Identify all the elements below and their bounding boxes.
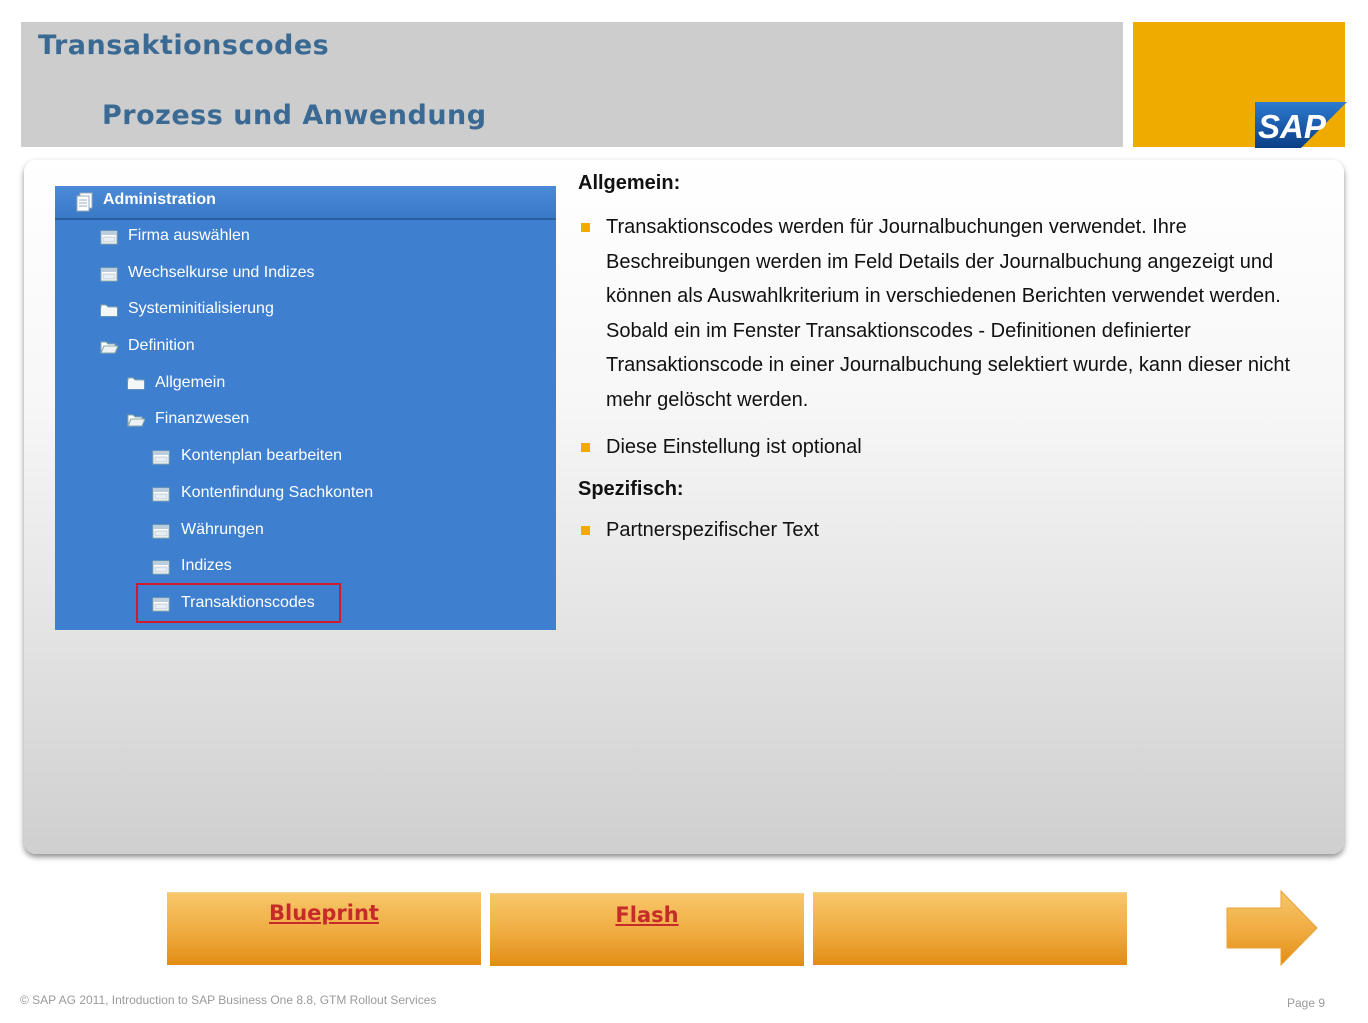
window-icon: [100, 230, 118, 245]
menu-item-label: Transaktionscodes: [181, 594, 315, 611]
folder-icon: [127, 375, 145, 390]
menu-item-label: Wechselkurse und Indizes: [128, 264, 315, 281]
bullet-square-icon: [581, 443, 590, 452]
folder-open-icon: [127, 412, 145, 427]
empty-button[interactable]: [813, 892, 1127, 965]
specific-heading: Spezifisch:: [578, 478, 684, 501]
bullet-item: [578, 513, 1318, 548]
flash-link[interactable]: Flash: [615, 903, 679, 927]
window-icon: [100, 267, 118, 282]
documents-icon: [75, 192, 95, 212]
window-icon: [152, 450, 170, 465]
menu-item-label: Kontenfindung Sachkonten: [181, 484, 374, 501]
window-icon: [152, 560, 170, 575]
description-text: [578, 172, 1318, 548]
highlight-frame: [136, 583, 341, 623]
menu-item-label: Definition: [128, 337, 195, 354]
next-arrow-icon[interactable]: [1226, 890, 1318, 966]
bullet-item: [578, 430, 1318, 465]
menu-item-label: Währungen: [181, 521, 264, 538]
folder-open-icon: [100, 339, 118, 354]
blueprint-link[interactable]: Blueprint: [269, 901, 379, 925]
folder-icon: [100, 302, 118, 317]
page-title: Transaktionscodes: [38, 30, 330, 61]
menu-item-label: Finanzwesen: [155, 410, 250, 427]
menu-item-label: Kontenplan bearbeiten: [181, 447, 343, 464]
bullet-text: Diese Einstellung ist optional: [606, 435, 862, 458]
bullet-text: Partnerspezifischer Text: [606, 519, 820, 542]
menu-header[interactable]: [55, 186, 556, 220]
bullet-square-icon: [581, 526, 590, 535]
general-heading: Allgemein:: [578, 172, 681, 194]
blueprint-button[interactable]: [167, 892, 481, 965]
page-number: Page 9: [1287, 996, 1326, 1010]
menu-item-label: Systeminitialisierung: [128, 300, 274, 317]
bullet-text: Transaktionscodes werden für Journalbuchungen verwendet. Ihre Beschreibungen werden im Feld Details der Journalbuchung angezeigt und können als Auswahlkriterium in verschiedenen Berichten verwendet werden. Sobald ein im Fenster Transaktionscodes - Definitionen definierter Transaktionscode in einer Journalbuchung selektiert wurde, kann dieser nicht mehr gelöscht werden.: [606, 216, 1291, 411]
menu-item-label: Allgemein: [155, 374, 226, 391]
bullet-square-icon: [581, 223, 590, 232]
menu-item-label: Indizes: [181, 557, 232, 574]
window-icon: [152, 524, 170, 539]
menu-item-label: Firma auswählen: [128, 227, 250, 244]
footer-copyright: © SAP AG 2011, Introduction to SAP Business One 8.8, GTM Rollout Services: [20, 993, 437, 1007]
menu-screenshot: [55, 186, 556, 630]
window-icon: [152, 487, 170, 502]
flash-button[interactable]: [490, 893, 804, 966]
sap-logo-text: SAP: [1258, 108, 1326, 145]
sap-logo: [1255, 102, 1347, 148]
page-subtitle: Prozess und Anwendung: [102, 100, 487, 131]
bullet-item: [578, 210, 1318, 418]
menu-header-label: Administration: [103, 191, 216, 208]
